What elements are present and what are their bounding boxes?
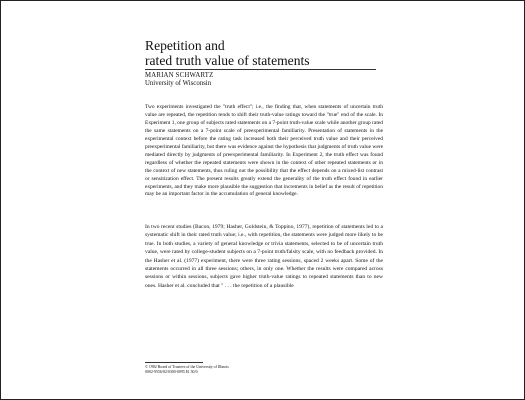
issn-line: 0002-9556/82/0300-0095 $1.50/0 [145, 370, 198, 375]
copyright-line: © 1982 Board of Trustees of the University of Illinois [145, 365, 229, 369]
abstract-text: Two experiments investigated the "truth effect"; i.e., the finding that, when statements of uncertain truth value are repeated, the repetition tends to shift their truth-value ratings toward the "true" end of the scale. In Experiment 1, one group of subjects rated statements on a 7-point truth-value scale while another group rated the same statements on a 7-point scale of preexperimental familiarity. Presentation of statements in the experimental context before the rating task increased both their perceived truth value and their perceived preexperimental familiarity, but there was evidence against the hypothesis that judgments of truth value were mediated directly by judgments of preexperimental familiarity. In Experiment 2, the truth effect was found regardless of whether the repeated statements were shown in the context of other repeated statements or in the context of new statements, thus ruling out the possibility that the effect depends on a mixed-list contrast or sensitization effect. The present results greatly extend the generality of the truth effect found in earlier experiments, and they make more plausible the suggestion that increments in belief as the result of repetition may be an important factor in the accumulation of general knowledge. [145, 104, 383, 198]
body-paragraph: In two recent studies (Bacon, 1979; Hasher, Goldstein, & Toppino, 1977), repetition of statements led to a systematic shift in their rated truth value; i.e., with repetition, the statements were judged more likely to be true. In both studies, a variety of general knowledge or trivia statements, selected to be of uncertain truth value, were rated by college-student subjects on a 7-point truth/falsity scale, with no feedback provided. In the Hasher et al. (1977) experiment, there were three rating sessions, spaced 2 weeks apart. Some of the statements occurred in all three sessions; others, in only one. Whether the results were compared across sessions or within sessions, subjects gave higher truth-value ratings to repeated statements than to new ones. Hasher et al. concluded that " . . . the repetition of a plausible [145, 224, 383, 289]
title-line-1: Repetition and [145, 38, 225, 53]
article-title [145, 38, 445, 68]
copyright-footnote [145, 365, 345, 375]
author-name: MARIAN SCHWARTZ [145, 72, 214, 79]
title-rule [145, 69, 376, 70]
footnote-rule [145, 362, 203, 363]
body-text [145, 223, 383, 290]
author-affiliation: University of Wisconsin [145, 80, 212, 87]
title-line-2: rated truth value of statements [145, 53, 310, 68]
abstract [145, 104, 383, 199]
